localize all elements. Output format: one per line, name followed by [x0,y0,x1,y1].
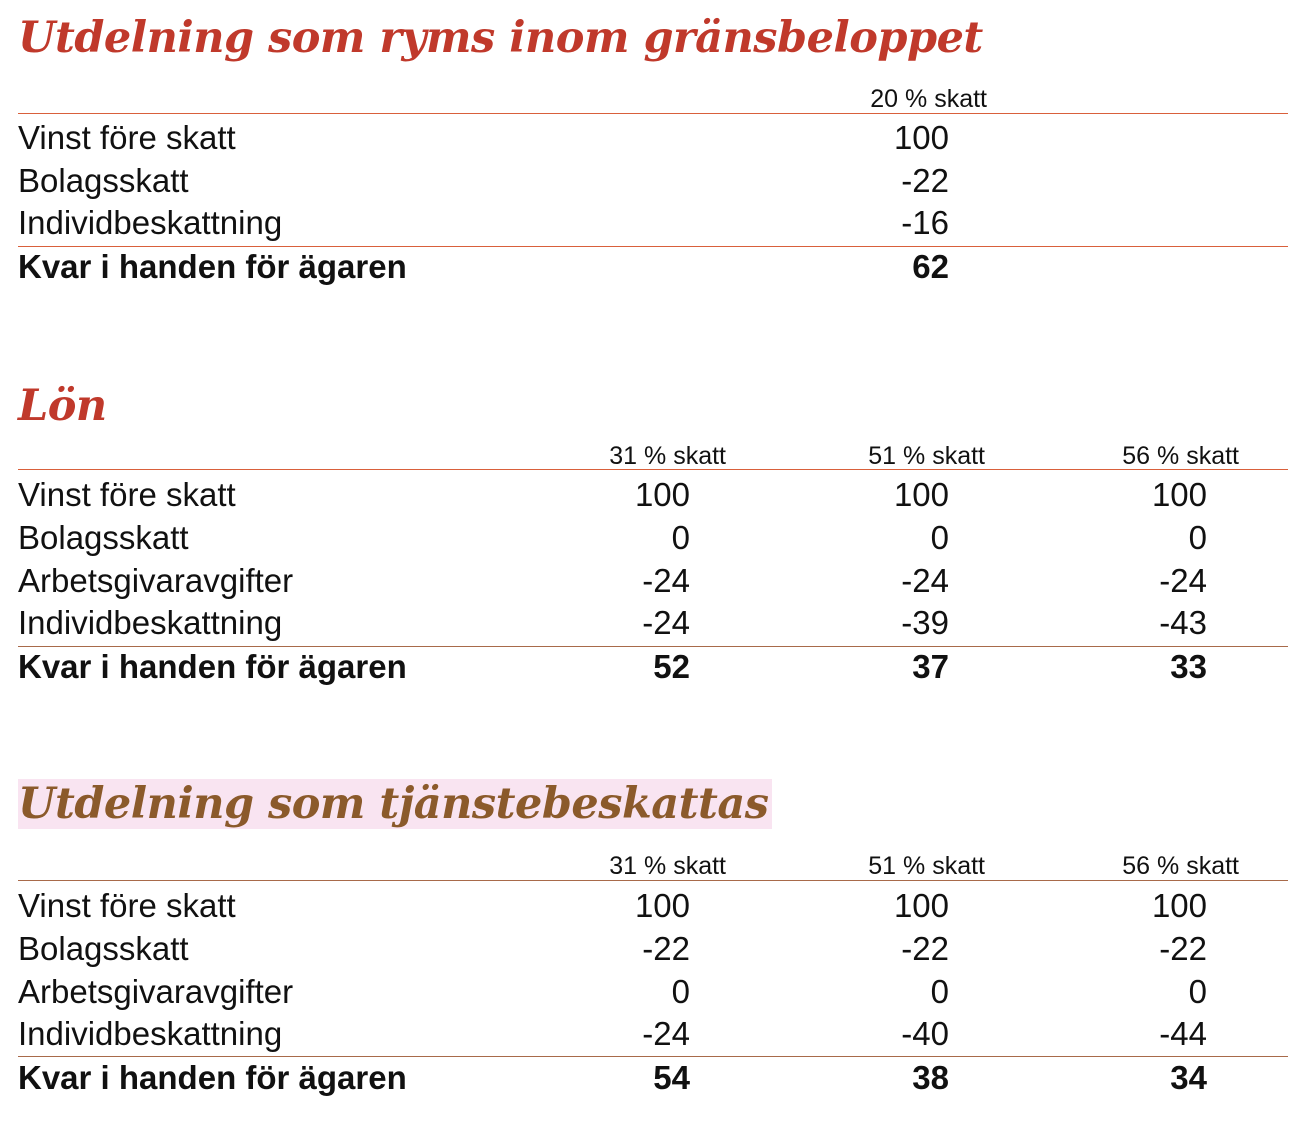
section-3-col-header-1: 31 % skatt [609,852,726,880]
section-3-title-text: Utdelning som tjänstebeskattas [18,779,772,829]
total-cell: 52 [653,648,690,685]
table-cell: 100 [634,887,690,924]
total-label: Kvar i handen för ägaren [18,1059,407,1096]
total-cell: 38 [912,1059,949,1096]
table-cell: -16 [901,204,949,241]
section-3-header-rule [18,880,1288,881]
row-label: Vinst före skatt [18,887,236,924]
section-1-title: Utdelning som ryms inom gränsbeloppet [18,13,983,63]
row-label: Arbetsgivaravgifter [18,562,294,599]
table-cell: -22 [901,162,949,199]
section-2-title: Lön [18,381,107,431]
row-label: Individbeskattning [18,204,283,241]
row-label: Arbetsgivaravgifter [18,973,294,1010]
table-cell: -22 [901,930,949,967]
table-cell: 100 [893,476,949,513]
section-3-col-header-3: 56 % skatt [1122,852,1239,880]
table-cell: 0 [671,519,690,556]
table-cell: 100 [893,887,949,924]
section-1-col-header-1: 20 % skatt [870,85,987,113]
table-cell: -40 [901,1015,949,1052]
total-label: Kvar i handen för ägaren [18,648,407,685]
table-cell: -39 [901,604,949,641]
row-label: Bolagsskatt [18,519,189,556]
row-label: Bolagsskatt [18,162,189,199]
section-2-header-rule [18,469,1288,470]
table-cell: -22 [642,930,690,967]
table-cell: -43 [1159,604,1207,641]
table-cell: -24 [1159,562,1207,599]
table-cell: 0 [930,973,949,1010]
total-cell: 54 [653,1059,690,1096]
table-cell: -22 [1159,930,1207,967]
table-cell: -24 [642,1015,690,1052]
section-2-col-header-3: 56 % skatt [1122,442,1239,470]
total-label: Kvar i handen för ägaren [18,248,407,285]
table-cell: 0 [930,519,949,556]
section-3-col-header-2: 51 % skatt [868,852,985,880]
total-cell: 33 [1170,648,1207,685]
total-cell: 34 [1170,1059,1207,1096]
total-cell: 62 [912,248,949,285]
section-2-col-header-2: 51 % skatt [868,442,985,470]
table-cell: -24 [901,562,949,599]
row-label: Bolagsskatt [18,930,189,967]
row-label: Individbeskattning [18,1015,283,1052]
section-3-total-rule [18,1056,1288,1057]
table-cell: 0 [1188,519,1207,556]
table-cell: 100 [1151,476,1207,513]
section-1-header-rule [18,113,1288,114]
section-2-col-header-1: 31 % skatt [609,442,726,470]
total-cell: 37 [912,648,949,685]
table-cell: 100 [634,476,690,513]
table-cell: 0 [671,973,690,1010]
row-label: Vinst före skatt [18,119,236,156]
row-label: Vinst före skatt [18,476,236,513]
row-label: Individbeskattning [18,604,283,641]
table-cell: 100 [893,119,949,156]
table-cell: -24 [642,562,690,599]
section-3-title [18,778,772,830]
table-cell: -44 [1159,1015,1207,1052]
table-cell: -24 [642,604,690,641]
table-cell: 100 [1151,887,1207,924]
table-cell: 0 [1188,973,1207,1010]
